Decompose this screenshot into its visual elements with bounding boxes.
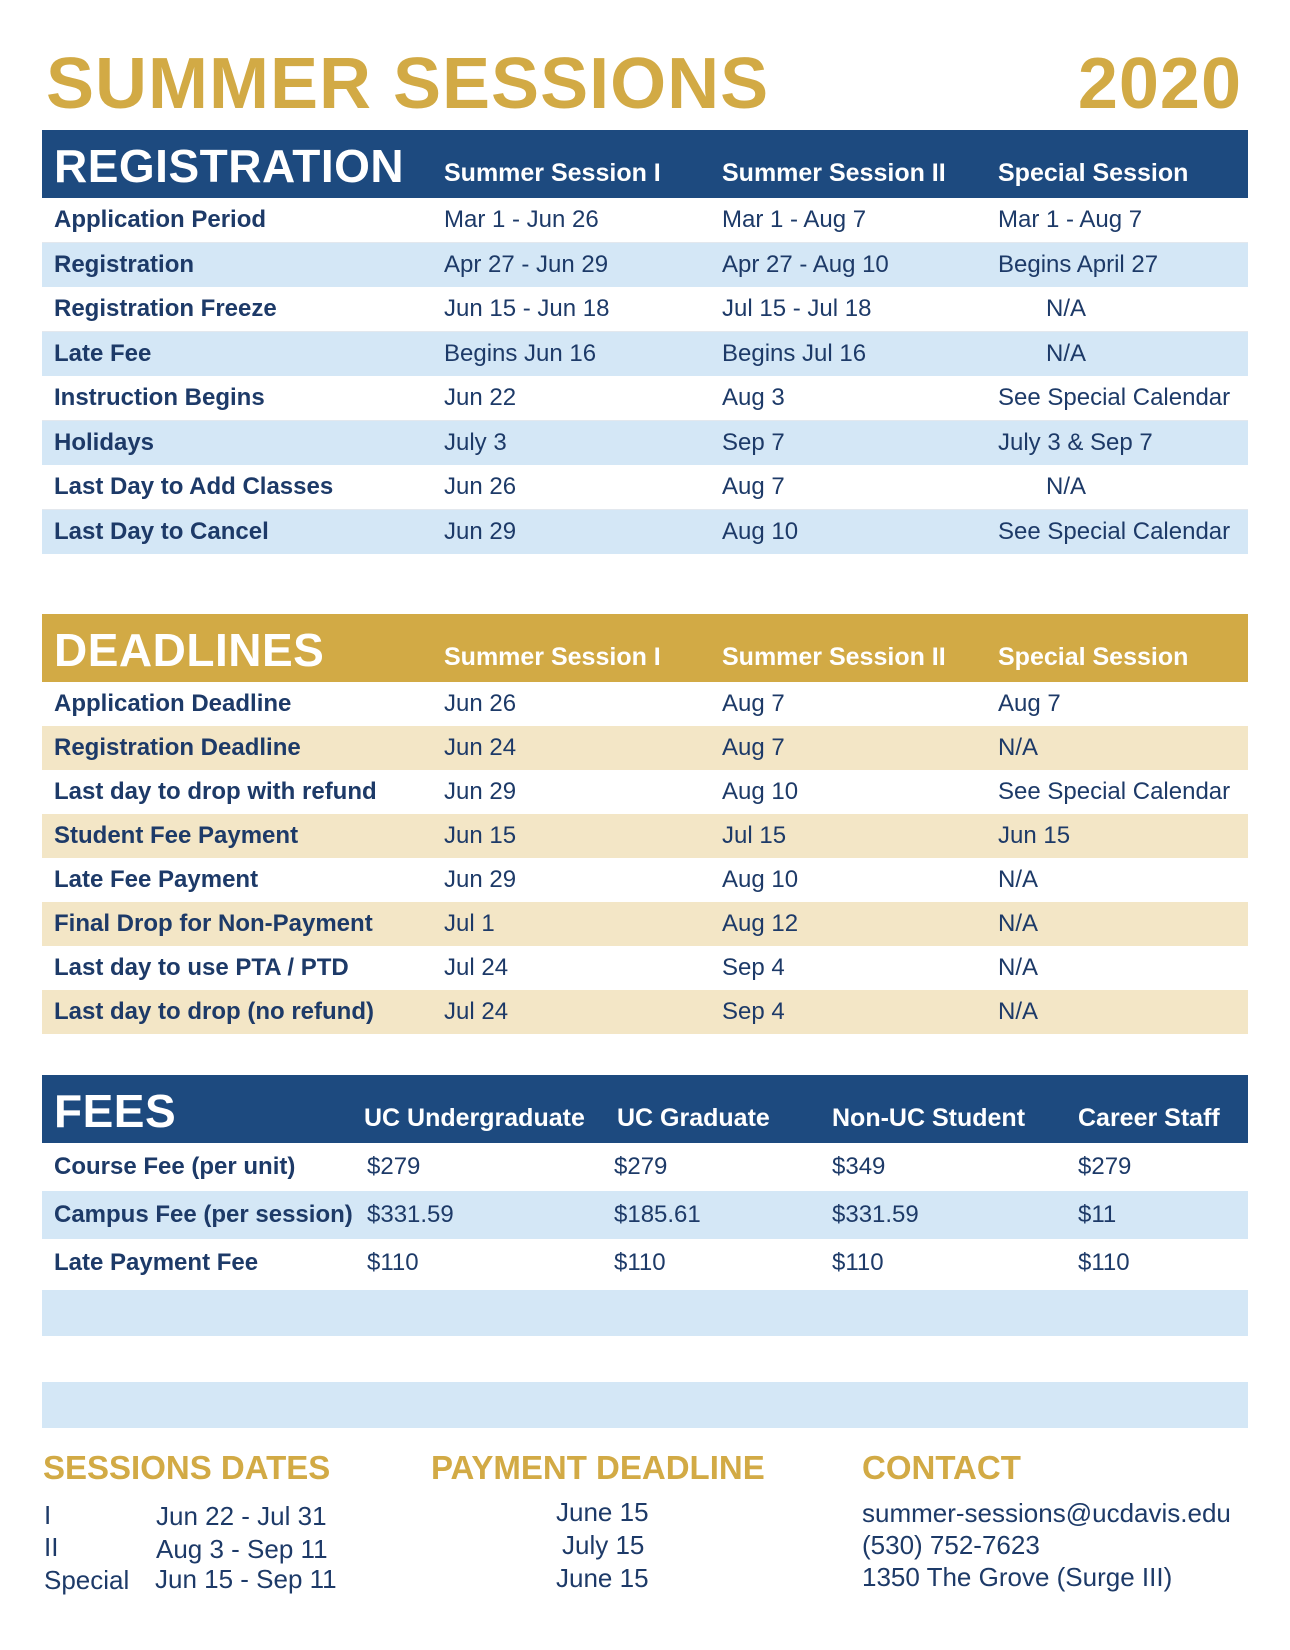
special-value: N/A: [998, 910, 1039, 937]
table-row: [42, 770, 1248, 814]
row-label: Application Deadline: [54, 690, 292, 717]
row-label: Application Period: [54, 206, 267, 233]
table-row: [42, 858, 1248, 902]
fees-section: [42, 1075, 1248, 1287]
col-uc-graduate: UC Graduate: [617, 1104, 770, 1132]
session-1-value: Jul 1: [444, 910, 495, 937]
session-name: Special: [44, 1565, 130, 1595]
session-1-value: Jun 26: [444, 473, 517, 500]
non-uc-fee: $331.59: [832, 1201, 919, 1228]
session-2-value: Sep 4: [722, 954, 785, 981]
table-row: [42, 1239, 1248, 1287]
session-1-value: Jun 26: [444, 690, 517, 717]
session-2-value: Aug 10: [722, 518, 799, 545]
special-value: See Special Calendar: [998, 384, 1231, 411]
session-2-value: Aug 12: [722, 910, 799, 937]
registration-section: [42, 130, 1248, 554]
session-2-value: Aug 7: [722, 734, 785, 761]
table-row: [42, 198, 1248, 243]
non-uc-fee: $349: [832, 1153, 886, 1180]
special-value: N/A: [998, 998, 1039, 1025]
payment-deadline-item: June 15: [556, 1563, 649, 1593]
session-1-value: Jun 15 - Jun 18: [444, 295, 610, 322]
special-value: N/A: [998, 866, 1039, 893]
session-1-value: Jun 22: [444, 384, 517, 411]
session-2-value: Aug 10: [722, 866, 799, 893]
row-label: Last Day to Cancel: [54, 518, 269, 545]
uc-graduate-fee: $279: [614, 1153, 668, 1180]
table-row: [42, 243, 1248, 287]
contact-phone[interactable]: (530) 752-7623: [862, 1530, 1040, 1560]
table-row: [42, 902, 1248, 946]
session-1-value: Jun 15: [444, 822, 517, 849]
session-2-value: Mar 1 - Aug 7: [722, 206, 867, 233]
page-title: SUMMER SESSIONS: [46, 44, 770, 124]
row-label: Late Fee Payment: [54, 866, 259, 893]
col-summer-session-2: Summer Session II: [722, 159, 946, 187]
uc-undergraduate-fee: $279: [367, 1153, 421, 1180]
row-label: Last Day to Add Classes: [54, 473, 334, 500]
session-1-value: Jun 29: [444, 778, 517, 805]
session-2-value: Jul 15: [722, 822, 787, 849]
row-label: Campus Fee (per session): [54, 1201, 353, 1228]
table-row: [42, 1191, 1248, 1239]
table-row: [42, 287, 1248, 332]
special-value: Begins April 27: [998, 251, 1159, 278]
contact-title: CONTACT: [862, 1449, 1021, 1486]
table-row: [42, 465, 1248, 510]
session-name: I: [44, 1500, 52, 1530]
session-1-value: Jun 29: [444, 866, 517, 893]
table-row: [42, 510, 1248, 554]
table-row: [42, 332, 1248, 376]
session-2-value: Sep 7: [722, 429, 785, 456]
col-non-uc-student: Non-UC Student: [832, 1104, 1026, 1132]
registration-title: REGISTRATION: [54, 140, 405, 192]
uc-undergraduate-fee: $110: [367, 1249, 419, 1276]
session-1-value: July 3: [444, 429, 507, 456]
row-label: Last day to drop (no refund): [54, 998, 374, 1025]
session-name: II: [44, 1532, 59, 1562]
contact-email[interactable]: summer-sessions@ucdavis.edu: [862, 1498, 1231, 1528]
special-value: See Special Calendar: [998, 778, 1231, 805]
session-2-value: Jul 15 - Jul 18: [722, 295, 872, 322]
session-2-value: Aug 10: [722, 778, 799, 805]
session-2-value: Begins Jul 16: [722, 340, 867, 367]
page-year: 2020: [1077, 44, 1242, 124]
uc-graduate-fee: $185.61: [614, 1201, 701, 1228]
col-summer-session-1: Summer Session I: [444, 159, 661, 187]
table-row: [42, 814, 1248, 858]
session-dates: Aug 3 - Sep 11: [156, 1534, 328, 1564]
payment-deadline-item: June 15: [556, 1497, 649, 1527]
contact-address: 1350 The Grove (Surge III): [862, 1562, 1173, 1592]
table-row: [42, 376, 1248, 421]
deadlines-section: [42, 614, 1248, 1034]
session-2-value: Aug 3: [722, 384, 785, 411]
col-special-session: Special Session: [998, 159, 1189, 187]
col-summer-session-2: Summer Session II: [722, 643, 946, 671]
session-2-value: Aug 7: [722, 473, 785, 500]
col-career-staff: Career Staff: [1078, 1104, 1220, 1132]
session-1-value: Jul 24: [444, 954, 509, 981]
special-value: Aug 7: [998, 690, 1061, 717]
payment-deadline-title: PAYMENT DEADLINE: [431, 1449, 765, 1486]
session-2-value: Sep 4: [722, 998, 785, 1025]
row-label: Registration Freeze: [54, 295, 277, 322]
table-row: [42, 421, 1248, 465]
table-row: [42, 946, 1248, 990]
row-label: Holidays: [54, 429, 155, 456]
payment-deadline-item: July 15: [562, 1530, 645, 1560]
session-1-value: Mar 1 - Jun 26: [444, 206, 599, 233]
row-label: Late Fee: [54, 340, 152, 367]
career-staff-fee: $279: [1078, 1153, 1132, 1180]
deadlines-title: DEADLINES: [54, 624, 325, 676]
special-value: N/A: [1046, 340, 1087, 367]
row-label: Student Fee Payment: [54, 822, 299, 849]
non-uc-fee: $110: [832, 1249, 884, 1276]
col-special-session: Special Session: [998, 643, 1189, 671]
empty-band: [42, 1382, 1248, 1428]
session-dates: Jun 22 - Jul 31: [156, 1501, 327, 1531]
special-value: N/A: [998, 954, 1039, 981]
row-label: Course Fee (per unit): [54, 1153, 296, 1180]
session-2-value: Aug 7: [722, 690, 785, 717]
table-row: [42, 726, 1248, 770]
col-uc-undergraduate: UC Undergraduate: [364, 1104, 585, 1132]
session-2-value: Apr 27 - Aug 10: [722, 251, 889, 278]
row-label: Late Payment Fee: [54, 1249, 259, 1276]
special-value: Jun 15: [998, 822, 1071, 849]
special-value: July 3 & Sep 7: [998, 429, 1153, 456]
career-staff-fee: $11: [1078, 1201, 1117, 1228]
row-label: Registration: [54, 251, 195, 278]
special-value: N/A: [1046, 295, 1087, 322]
special-value: See Special Calendar: [998, 518, 1231, 545]
session-1-value: Begins Jun 16: [444, 340, 597, 367]
uc-graduate-fee: $110: [614, 1249, 666, 1276]
session-1-value: Apr 27 - Jun 29: [444, 251, 609, 278]
table-row: [42, 990, 1248, 1034]
career-staff-fee: $110: [1078, 1249, 1130, 1276]
session-1-value: Jun 29: [444, 518, 517, 545]
deadlines-header: [42, 614, 1248, 682]
session-dates: Jun 15 - Sep 11: [155, 1564, 337, 1594]
row-label: Last day to drop with refund: [54, 778, 377, 805]
fees-title: FEES: [54, 1085, 177, 1137]
row-label: Registration Deadline: [54, 734, 301, 761]
uc-undergraduate-fee: $331.59: [367, 1201, 454, 1228]
session-1-value: Jun 24: [444, 734, 517, 761]
fees-header: [42, 1075, 1248, 1143]
table-row: [42, 682, 1248, 726]
table-row: [42, 1143, 1248, 1191]
row-label: Final Drop for Non-Payment: [54, 910, 373, 937]
session-1-value: Jul 24: [444, 998, 509, 1025]
special-value: N/A: [998, 734, 1039, 761]
empty-band: [42, 1290, 1248, 1336]
row-label: Last day to use PTA / PTD: [54, 954, 349, 981]
registration-header: [42, 130, 1248, 198]
session-dates-title: SESSIONS DATES: [43, 1449, 331, 1486]
row-label: Instruction Begins: [54, 384, 265, 411]
special-value: N/A: [1046, 473, 1087, 500]
special-value: Mar 1 - Aug 7: [998, 206, 1143, 233]
col-summer-session-1: Summer Session I: [444, 643, 661, 671]
